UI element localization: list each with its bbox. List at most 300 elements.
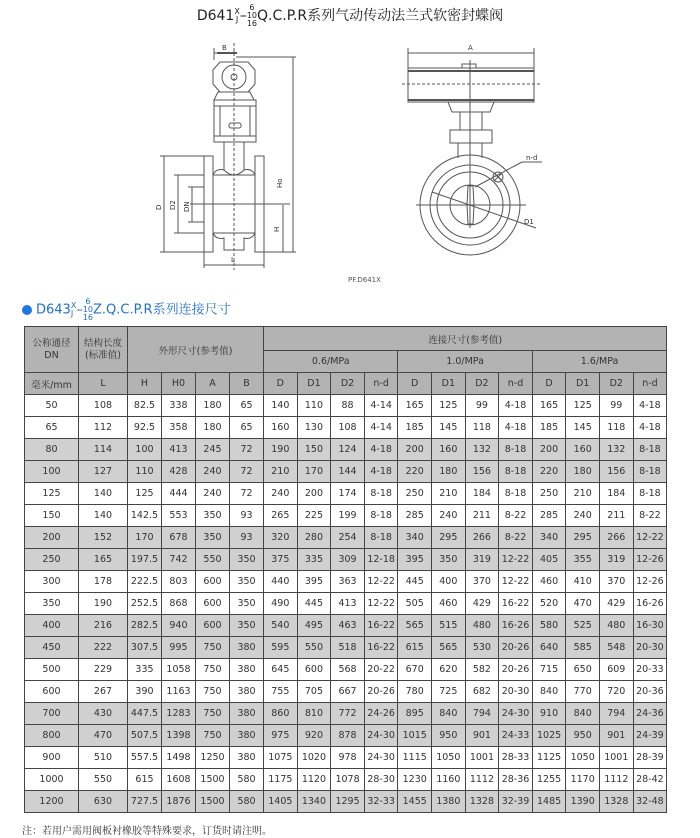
table-cell: 901 xyxy=(599,725,633,747)
table-cell: 772 xyxy=(331,703,365,725)
table-cell: 580 xyxy=(532,615,566,637)
dim-label-h: H xyxy=(273,226,281,232)
table-cell: 1020 xyxy=(297,747,331,769)
table-cell: 16-26 xyxy=(499,615,533,637)
table-row xyxy=(25,505,667,527)
table-cell: 1170 xyxy=(566,769,600,791)
table-cell: 216 xyxy=(79,615,128,637)
table-cell: 118 xyxy=(465,417,499,439)
table-cell: 358 xyxy=(162,417,196,439)
table-cell: 470 xyxy=(566,593,600,615)
column-header: D xyxy=(398,373,432,395)
table-header-row xyxy=(25,327,667,351)
table-cell: 150 xyxy=(297,439,331,461)
column-header: H xyxy=(128,373,162,395)
table-cell: 72 xyxy=(230,439,264,461)
table-cell: 282.5 xyxy=(128,615,162,637)
table-cell: 210 xyxy=(566,483,600,505)
table-cell: 550 xyxy=(79,769,128,791)
dn-cell: 900 xyxy=(25,747,79,769)
table-cell: 1398 xyxy=(162,725,196,747)
table-cell: 447.5 xyxy=(128,703,162,725)
table-cell: 12-18 xyxy=(364,549,398,571)
table-cell: 92.5 xyxy=(128,417,162,439)
table-cell: 1455 xyxy=(398,791,432,813)
title-pressure: 10 xyxy=(246,11,258,20)
page-title xyxy=(0,4,700,28)
drawing-model-label: PF.D641X xyxy=(348,276,381,284)
table-cell: 140 xyxy=(79,483,128,505)
dim-label-n-d: n-d xyxy=(526,154,538,162)
table-cell: 750 xyxy=(196,703,230,725)
table-cell: 8-18 xyxy=(633,483,667,505)
table-cell: 600 xyxy=(196,615,230,637)
table-cell: 582 xyxy=(465,659,499,681)
table-cell: 185 xyxy=(398,417,432,439)
dim-label-d2: D2 xyxy=(169,200,177,210)
table-cell: 1050 xyxy=(566,747,600,769)
table-cell: 20-26 xyxy=(364,681,398,703)
table-cell: 1250 xyxy=(196,747,230,769)
table-cell: 8-18 xyxy=(633,439,667,461)
dim-label-b: B xyxy=(222,44,227,52)
table-cell: 1163 xyxy=(162,681,196,703)
table-row xyxy=(25,791,667,813)
table-cell: 770 xyxy=(566,681,600,703)
table-cell: 585 xyxy=(566,637,600,659)
table-cell: 1075 xyxy=(264,747,298,769)
table-cell: 8-22 xyxy=(499,505,533,527)
table-cell: 1498 xyxy=(162,747,196,769)
table-cell: 910 xyxy=(532,703,566,725)
table-cell: 200 xyxy=(297,483,331,505)
title-suffix: Q.C.P.R系列气动传动法兰式软密封蝶阀 xyxy=(257,8,504,24)
table-cell: 24-39 xyxy=(633,725,667,747)
table-cell: 340 xyxy=(398,527,432,549)
table-cell: 405 xyxy=(532,549,566,571)
table-cell: 152 xyxy=(79,527,128,549)
header-l-sub: (标准值) xyxy=(85,349,121,361)
table-cell: 211 xyxy=(465,505,499,527)
table-cell: 794 xyxy=(465,703,499,725)
table-cell: 132 xyxy=(465,439,499,461)
table-cell: 1120 xyxy=(297,769,331,791)
table-cell: 609 xyxy=(599,659,633,681)
table-cell: 110 xyxy=(128,461,162,483)
table-cell: 28-36 xyxy=(499,769,533,791)
table-cell: 12-22 xyxy=(499,571,533,593)
table-cell: 1283 xyxy=(162,703,196,725)
dn-cell: 50 xyxy=(25,395,79,417)
table-cell: 20-36 xyxy=(633,681,667,703)
table-cell: 240 xyxy=(196,483,230,505)
dim-label-a: A xyxy=(468,44,473,52)
table-cell: 520 xyxy=(532,593,566,615)
table-cell: 742 xyxy=(162,549,196,571)
table-cell: 460 xyxy=(532,571,566,593)
table-cell: 32-33 xyxy=(364,791,398,813)
table-cell: 878 xyxy=(331,725,365,747)
table-cell: 170 xyxy=(128,527,162,549)
table-cell: 565 xyxy=(432,637,466,659)
table-cell: 380 xyxy=(230,637,264,659)
title-dash: – xyxy=(239,8,247,24)
table-cell: 350 xyxy=(230,593,264,615)
column-header: n-d xyxy=(364,373,398,395)
table-cell: 550 xyxy=(297,637,331,659)
table-cell: 156 xyxy=(465,461,499,483)
table-cell: 400 xyxy=(432,571,466,593)
table-cell: 1876 xyxy=(162,791,196,813)
table-cell: 995 xyxy=(162,637,196,659)
table-cell: 12-26 xyxy=(633,571,667,593)
table-row xyxy=(25,549,667,571)
column-header: D xyxy=(532,373,566,395)
table-cell: 4-18 xyxy=(499,417,533,439)
table-cell: 580 xyxy=(230,791,264,813)
table-row xyxy=(25,659,667,681)
table-cell: 1115 xyxy=(398,747,432,769)
table-cell: 600 xyxy=(196,593,230,615)
table-cell: 72 xyxy=(230,461,264,483)
table-cell: 178 xyxy=(79,571,128,593)
table-cell: 250 xyxy=(398,483,432,505)
table-cell: 510 xyxy=(79,747,128,769)
table-cell: 8-18 xyxy=(364,527,398,549)
title-model-prefix: D641 xyxy=(196,8,235,24)
table-cell: 950 xyxy=(432,725,466,747)
dn-cell: 100 xyxy=(25,461,79,483)
table-cell: 12-22 xyxy=(499,549,533,571)
table-cell: 507.5 xyxy=(128,725,162,747)
table-cell: 200 xyxy=(398,439,432,461)
table-cell: 65 xyxy=(230,417,264,439)
table-cell: 557.5 xyxy=(128,747,162,769)
section-pressure: 6 xyxy=(85,297,91,306)
table-cell: 1125 xyxy=(532,747,566,769)
table-row xyxy=(25,615,667,637)
table-cell: 1112 xyxy=(465,769,499,791)
table-cell: 975 xyxy=(264,725,298,747)
dn-cell: 350 xyxy=(25,593,79,615)
header-connection-dimensions: 连接尺寸(参考值) xyxy=(264,327,667,351)
dn-cell: 125 xyxy=(25,483,79,505)
table-row xyxy=(25,637,667,659)
table-cell: 515 xyxy=(432,615,466,637)
dn-cell: 65 xyxy=(25,417,79,439)
table-row xyxy=(25,571,667,593)
table-cell: 1050 xyxy=(432,747,466,769)
table-cell: 190 xyxy=(264,439,298,461)
table-cell: 72 xyxy=(230,483,264,505)
dim-label-dn: DN xyxy=(183,201,191,212)
table-cell: 595 xyxy=(264,637,298,659)
column-header: H0 xyxy=(162,373,196,395)
table-cell: 8-18 xyxy=(364,483,398,505)
table-cell: 185 xyxy=(532,417,566,439)
header-pressure-1-0: 1.0/MPa xyxy=(398,351,532,373)
table-cell: 920 xyxy=(297,725,331,747)
table-cell: 82.5 xyxy=(128,395,162,417)
table-cell: 285 xyxy=(532,505,566,527)
table-cell: 125 xyxy=(128,483,162,505)
table-body xyxy=(25,327,667,813)
table-row xyxy=(25,725,667,747)
table-cell: 1295 xyxy=(331,791,365,813)
column-header: D2 xyxy=(331,373,365,395)
section-sub: J xyxy=(70,309,74,318)
table-cell: 211 xyxy=(599,505,633,527)
table-cell: 505 xyxy=(398,593,432,615)
table-cell: 93 xyxy=(230,527,264,549)
table-cell: 4-18 xyxy=(364,461,398,483)
header-dn xyxy=(25,327,79,373)
table-cell: 600 xyxy=(196,571,230,593)
table-cell: 12-26 xyxy=(633,549,667,571)
table-cell: 1390 xyxy=(566,791,600,813)
table-cell: 750 xyxy=(196,725,230,747)
table-cell: 8-18 xyxy=(499,461,533,483)
table-cell: 100 xyxy=(128,439,162,461)
table-row xyxy=(25,747,667,769)
table-cell: 375 xyxy=(264,549,298,571)
section-suffix: Z.Q.C.P.R系列连接尺寸 xyxy=(93,302,231,318)
dim-label-ho: Ho xyxy=(276,178,284,188)
table-cell: 370 xyxy=(599,571,633,593)
table-cell: 553 xyxy=(162,505,196,527)
table-cell: 1078 xyxy=(331,769,365,791)
table-cell: 440 xyxy=(264,571,298,593)
table-cell: 8-18 xyxy=(633,461,667,483)
table-cell: 240 xyxy=(264,483,298,505)
table-cell: 267 xyxy=(79,681,128,703)
table-cell: 395 xyxy=(398,549,432,571)
dn-cell: 200 xyxy=(25,527,79,549)
section-sup: X xyxy=(70,301,77,310)
valve-side-view-drawing xyxy=(390,40,590,280)
table-cell: 670 xyxy=(398,659,432,681)
section-title xyxy=(22,298,231,322)
table-cell: 24-30 xyxy=(499,703,533,725)
table-cell: 380 xyxy=(230,725,264,747)
table-cell: 180 xyxy=(196,395,230,417)
table-cell: 65 xyxy=(230,395,264,417)
table-cell: 197.5 xyxy=(128,549,162,571)
table-row xyxy=(25,395,667,417)
table-cell: 12-22 xyxy=(633,527,667,549)
table-cell: 840 xyxy=(566,703,600,725)
table-cell: 229 xyxy=(79,659,128,681)
column-header: L xyxy=(79,373,128,395)
column-header: A xyxy=(196,373,230,395)
header-dn-label: 公称通径 xyxy=(32,337,71,349)
header-outline-dimensions: 外形尺寸(参考值) xyxy=(128,327,264,373)
table-cell: 28-30 xyxy=(364,769,398,791)
table-cell: 750 xyxy=(196,659,230,681)
table-cell: 99 xyxy=(599,395,633,417)
column-header: D xyxy=(264,373,298,395)
table-cell: 495 xyxy=(297,615,331,637)
table-cell: 114 xyxy=(79,439,128,461)
header-l-label: 结构长度 xyxy=(83,337,122,349)
table-cell: 725 xyxy=(432,681,466,703)
table-cell: 350 xyxy=(432,549,466,571)
dim-label-l: L xyxy=(231,256,235,264)
table-cell: 4-18 xyxy=(499,395,533,417)
table-cell: 335 xyxy=(128,659,162,681)
header-l xyxy=(79,327,128,373)
table-cell: 4-14 xyxy=(364,417,398,439)
table-cell: 380 xyxy=(230,747,264,769)
table-cell: 20-26 xyxy=(499,659,533,681)
bullet-icon xyxy=(22,305,32,315)
table-cell: 530 xyxy=(465,637,499,659)
table-cell: 715 xyxy=(532,659,566,681)
table-cell: 140 xyxy=(264,395,298,417)
table-cell: 24-30 xyxy=(364,747,398,769)
table-cell: 568 xyxy=(331,659,365,681)
table-cell: 978 xyxy=(331,747,365,769)
table-cell: 565 xyxy=(398,615,432,637)
table-cell: 319 xyxy=(465,549,499,571)
table-cell: 720 xyxy=(599,681,633,703)
table-cell: 940 xyxy=(162,615,196,637)
table-cell: 28-33 xyxy=(499,747,533,769)
table-cell: 4-18 xyxy=(633,395,667,417)
header-dn-sub: DN xyxy=(44,349,59,361)
table-cell: 320 xyxy=(264,527,298,549)
table-cell: 380 xyxy=(230,659,264,681)
table-cell: 245 xyxy=(196,439,230,461)
table-row xyxy=(25,527,667,549)
table-cell: 640 xyxy=(532,637,566,659)
table-cell: 250 xyxy=(532,483,566,505)
dn-cell: 80 xyxy=(25,439,79,461)
table-column-header-row xyxy=(25,373,667,395)
table-cell: 132 xyxy=(599,439,633,461)
table-cell: 124 xyxy=(331,439,365,461)
table-cell: 1328 xyxy=(465,791,499,813)
table-cell: 285 xyxy=(398,505,432,527)
table-cell: 184 xyxy=(465,483,499,505)
table-cell: 240 xyxy=(566,505,600,527)
table-cell: 112 xyxy=(79,417,128,439)
table-cell: 840 xyxy=(532,681,566,703)
title-pressure: 6 xyxy=(249,3,255,12)
table-cell: 350 xyxy=(230,549,264,571)
table-cell: 12-22 xyxy=(364,571,398,593)
table-cell: 180 xyxy=(196,417,230,439)
section-pressure: 16 xyxy=(82,313,93,322)
table-row xyxy=(25,461,667,483)
table-cell: 110 xyxy=(297,395,331,417)
table-cell: 265 xyxy=(264,505,298,527)
dn-cell: 250 xyxy=(25,549,79,571)
table-cell: 600 xyxy=(297,659,331,681)
table-cell: 20-26 xyxy=(499,637,533,659)
table-cell: 165 xyxy=(79,549,128,571)
table-cell: 645 xyxy=(264,659,298,681)
table-cell: 16-26 xyxy=(633,593,667,615)
section-model-prefix: D643 xyxy=(36,302,71,318)
table-cell: 222.5 xyxy=(128,571,162,593)
table-cell: 518 xyxy=(331,637,365,659)
table-cell: 750 xyxy=(196,681,230,703)
table-cell: 490 xyxy=(264,593,298,615)
table-cell: 16-22 xyxy=(364,637,398,659)
table-cell: 93 xyxy=(230,505,264,527)
table-cell: 210 xyxy=(264,461,298,483)
table-cell: 160 xyxy=(264,417,298,439)
table-cell: 24-26 xyxy=(364,703,398,725)
table-cell: 705 xyxy=(297,681,331,703)
title-pressure: 16 xyxy=(246,19,258,28)
column-header: D1 xyxy=(432,373,466,395)
table-cell: 20-22 xyxy=(364,659,398,681)
table-cell: 620 xyxy=(432,659,466,681)
table-cell: 350 xyxy=(230,615,264,637)
table-cell: 615 xyxy=(128,769,162,791)
table-cell: 32-48 xyxy=(633,791,667,813)
table-cell: 1112 xyxy=(599,769,633,791)
table-cell: 350 xyxy=(196,505,230,527)
table-cell: 220 xyxy=(398,461,432,483)
table-cell: 1230 xyxy=(398,769,432,791)
table-cell: 165 xyxy=(532,395,566,417)
table-cell: 840 xyxy=(432,703,466,725)
table-cell: 429 xyxy=(599,593,633,615)
table-cell: 295 xyxy=(432,527,466,549)
table-cell: 650 xyxy=(566,659,600,681)
table-cell: 88 xyxy=(331,395,365,417)
table-cell: 319 xyxy=(599,549,633,571)
table-row xyxy=(25,681,667,703)
table-cell: 380 xyxy=(230,703,264,725)
table-cell: 340 xyxy=(532,527,566,549)
table-cell: 24-33 xyxy=(499,725,533,747)
table-cell: 174 xyxy=(331,483,365,505)
table-cell: 363 xyxy=(331,571,365,593)
table-cell: 16-22 xyxy=(364,615,398,637)
table-cell: 4-18 xyxy=(633,417,667,439)
table-cell: 28-42 xyxy=(633,769,667,791)
table-cell: 350 xyxy=(230,571,264,593)
table-cell: 32-39 xyxy=(499,791,533,813)
table-cell: 130 xyxy=(297,417,331,439)
table-cell: 445 xyxy=(398,571,432,593)
dn-cell: 600 xyxy=(25,681,79,703)
table-cell: 1485 xyxy=(532,791,566,813)
table-cell: 252.5 xyxy=(128,593,162,615)
table-cell: 28-39 xyxy=(633,747,667,769)
table-cell: 550 xyxy=(196,549,230,571)
table-cell: 180 xyxy=(566,461,600,483)
table-cell: 12-22 xyxy=(364,593,398,615)
table-cell: 140 xyxy=(79,505,128,527)
table-row xyxy=(25,703,667,725)
table-cell: 165 xyxy=(398,395,432,417)
table-cell: 1340 xyxy=(297,791,331,813)
header-pressure-1-6: 1.6/MPa xyxy=(532,351,666,373)
table-cell: 480 xyxy=(465,615,499,637)
table-cell: 190 xyxy=(79,593,128,615)
valve-front-view-drawing xyxy=(150,40,320,280)
title-sup: X xyxy=(234,7,240,16)
table-cell: 160 xyxy=(432,439,466,461)
table-cell: 1058 xyxy=(162,659,196,681)
table-cell: 118 xyxy=(599,417,633,439)
table-cell: 1328 xyxy=(599,791,633,813)
